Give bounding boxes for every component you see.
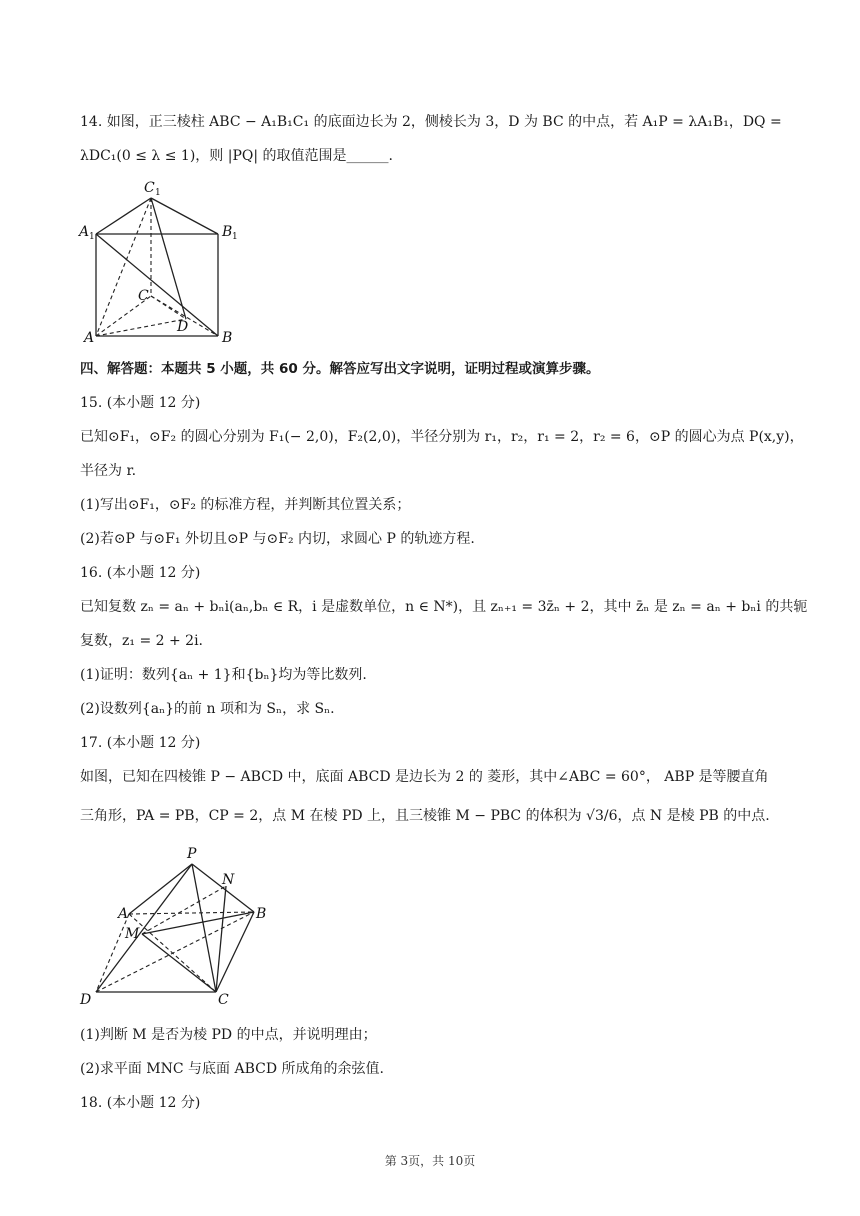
q15-part-1: (1)写出⊙F₁，⊙F₂ 的标准方程，并判断其位置关系； — [80, 497, 411, 513]
q14-line-1: 14. 如图，正三棱柱 ABC − A₁B₁C₁ 的底面边长为 2，侧棱长为 3，D 为 BC 的中点，若 A₁P = λA₁B₁，DQ = — [80, 114, 782, 130]
label-b1-sub: 1 — [232, 232, 238, 242]
prism-figure — [76, 176, 246, 348]
label-p: P — [187, 846, 197, 862]
label-c1-sub: 1 — [155, 188, 161, 198]
edge-p-c — [192, 864, 216, 992]
label-a1: A — [79, 224, 90, 240]
q17-line-2: 三角形，PA = PB，CP = 2，点 M 在棱 PD 上，且三棱锥 M − PBC 的体积为 √3/6，点 N 是棱 PB 的中点. — [80, 808, 770, 824]
q15-line-1: 已知⊙F₁，⊙F₂ 的圆心分别为 F₁(− 2,0)，F₂(2,0)，半径分别为 r₁，r₂，r₁ = 2，r₂ = 6，⊙P 的圆心为点 P(x,y)， — [80, 429, 804, 445]
label-c1: C — [144, 180, 155, 196]
section-heading: 四、解答题：本题共 5 小题，共 60 分。解答应写出文字说明，证明过程或演算步骤。 — [80, 361, 600, 377]
label-a1-sub: 1 — [89, 232, 95, 242]
q17-part-1: (1)判断 M 是否为棱 PD 的中点，并说明理由； — [80, 1027, 377, 1043]
edge-a-b — [129, 912, 254, 914]
edge-n-c — [216, 886, 226, 992]
label-c: C — [218, 992, 229, 1008]
label-m: M — [125, 926, 140, 942]
q18-head: 18. (本小题 12 分) — [80, 1095, 201, 1111]
edge-m-b — [142, 912, 254, 934]
q17-head: 17. (本小题 12 分) — [80, 735, 201, 751]
edge-c1-d — [151, 198, 186, 319]
edge-a-d — [96, 319, 189, 336]
q15-line-2: 半径为 r. — [80, 463, 137, 479]
q15-part-2: (2)若⊙P 与⊙F₁ 外切且⊙P 与⊙F₂ 内切，求圆心 P 的轨迹方程. — [80, 531, 475, 547]
q16-part-1: (1)证明：数列{aₙ + 1}和{bₙ}均为等比数列. — [80, 667, 367, 683]
q16-part-2: (2)设数列{aₙ}的前 n 项和为 Sₙ，求 Sₙ. — [80, 701, 335, 717]
pyramid-figure — [74, 842, 284, 1014]
q16-line-2: 复数，z₁ = 2 + 2i. — [80, 633, 203, 649]
edge-p-d — [96, 864, 192, 992]
page-footer: 第 3页，共 10页 — [384, 1154, 476, 1168]
label-d: D — [177, 319, 189, 335]
edge-d-b — [96, 912, 254, 992]
edge-c-b — [216, 912, 254, 992]
q15-head: 15. (本小题 12 分) — [80, 395, 201, 411]
q16-head: 16. (本小题 12 分) — [80, 565, 201, 581]
edge-c1-a — [96, 198, 151, 336]
label-c: C — [138, 288, 149, 304]
q16-line-1: 已知复数 zₙ = aₙ + bₙi(aₙ,bₙ ∈ R，i 是虚数单位，n ∈ N*)，且 zₙ₊₁ = 3z̄ₙ + 2，其中 z̄ₙ 是 zₙ = aₙ + bₙi 的共轭 — [80, 599, 808, 615]
label-d: D — [80, 992, 92, 1008]
label-b: B — [222, 330, 233, 346]
q17-line-1: 如图，已知在四棱锥 P − ABCD 中，底面 ABCD 是边长为 2 的 菱形，其中∠ABC = 60°， ABP 是等腰直角 — [80, 769, 769, 785]
label-a: A — [118, 906, 129, 922]
edge-a1-b — [96, 234, 218, 336]
label-b1: B — [222, 224, 233, 240]
q17-part-2: (2)求平面 MNC 与底面 ABCD 所成角的余弦值. — [80, 1061, 384, 1077]
label-a: A — [84, 330, 95, 346]
label-n: N — [222, 872, 235, 888]
edge-a1-c1 — [96, 198, 151, 234]
q14-line-2: λDC₁(0 ≤ λ ≤ 1)，则 |PQ| 的取值范围是______. — [80, 148, 393, 164]
edge-c1-b1 — [151, 198, 218, 234]
label-b: B — [256, 906, 267, 922]
